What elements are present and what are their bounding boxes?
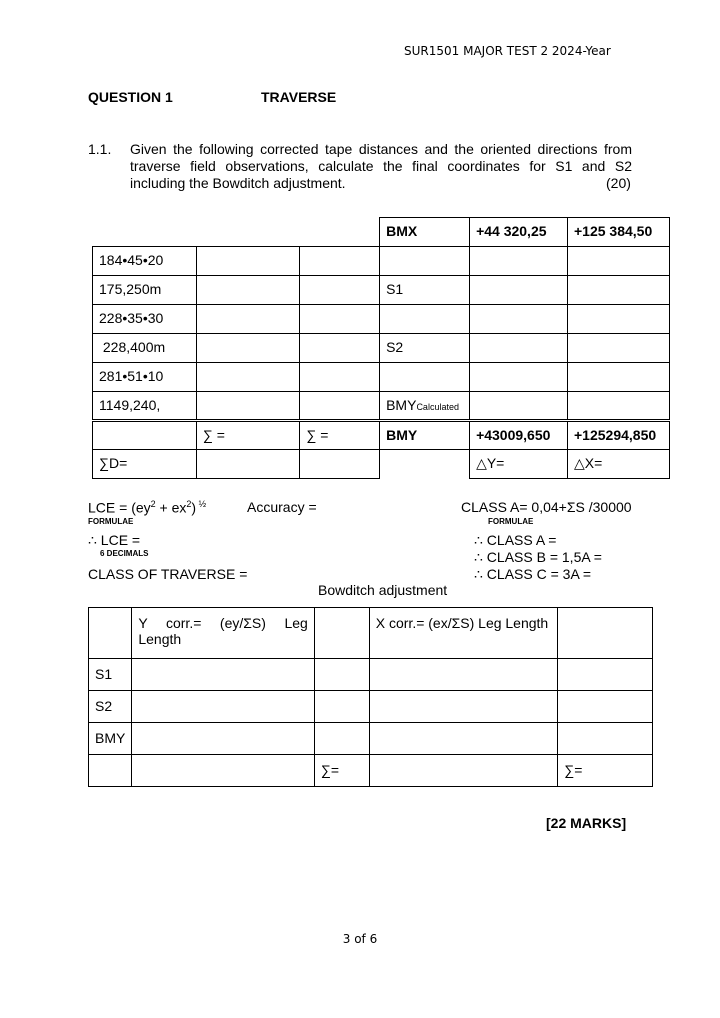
x-corr-header: X corr.= (ex/ΣS) Leg Length [369,608,557,659]
sum-distance: ∑D= [93,450,197,479]
station-label: BMY [386,397,417,413]
y-corr-header: Y corr.= (ey/ΣS) Leg Length [132,608,315,659]
start-station: BMX [380,218,470,247]
item-text: Given the following corrected tape distances and the oriented directions from traverse field observations, calculate the final coordinates for S1 and S2 including the Bowditch adjustment. [130,141,632,191]
class-a-formula: CLASS A= 0,04+ΣS /30000 [461,499,632,515]
page-number: 3 of 6 [342,932,378,946]
table-row [89,691,653,723]
document-header: SUR1501 MAJOR TEST 2 2024-Year [404,44,611,58]
class-a-result: ∴ CLASS A = [474,532,557,548]
station-sublabel: Calculated [416,402,459,412]
table-row [93,363,670,392]
sum-label: ∑ = [196,421,300,450]
item-marks: (20) [606,175,631,191]
table-row [89,755,653,787]
delta-x: △X= [568,450,670,479]
end-y: +43009,650 [470,421,568,450]
six-decimals-label: 6 DECIMALS [100,549,149,558]
distance-cell: 228,400m [93,334,197,363]
table-row [93,392,670,421]
table-row [93,450,670,479]
table-row [93,305,670,334]
direction-cell: 184•45•20 [93,247,197,276]
sum-label: ∑= [314,755,369,787]
formulae-label-right: FORMULAE [488,517,534,526]
station-cell: S1 [380,276,470,305]
question-number: QUESTION 1 [88,89,173,105]
start-y: +44 320,25 [470,218,568,247]
station-cell [380,305,470,334]
table-row [89,723,653,755]
class-c-result: ∴ CLASS C = 3A = [474,566,592,582]
class-of-traverse: CLASS OF TRAVERSE = [88,566,248,582]
table-row [93,421,670,450]
distance-cell: 1149,240, [93,392,197,421]
class-b-result: ∴ CLASS B = 1,5A = [474,549,602,565]
direction-cell: 228•35•30 [93,305,197,334]
start-x: +125 384,50 [568,218,670,247]
bowditch-table [88,607,653,787]
station-cell: S2 [380,334,470,363]
table-row [89,659,653,691]
distance-cell: 175,250m [93,276,197,305]
station-cell [380,363,470,392]
item-number: 1.1. [88,141,112,157]
station-cell [380,247,470,276]
station-cell: S2 [89,691,132,723]
lce-result: ∴ LCE = [88,532,141,548]
total-marks: [22 MARKS] [546,815,627,831]
station-cell [380,392,470,421]
table-row [93,218,670,247]
table-row [93,334,670,363]
end-station: BMY [380,421,470,450]
formulae-label-left: FORMULAE [88,517,134,526]
bowditch-title: Bowditch adjustment [318,582,448,598]
table-row [93,247,670,276]
sum-label: ∑ = [300,421,380,450]
accuracy-label: Accuracy = [247,499,317,515]
lce-formula: LCE = $(ey^2 + ex^2)$ $^{\frac{1}{2}}$ [88,499,207,516]
station-cell: BMY [89,723,132,755]
delta-y: △Y= [470,450,568,479]
table-row [89,608,653,659]
sum-label: ∑= [558,755,653,787]
table-row [93,276,670,305]
traverse-table [92,217,670,479]
end-x: +125294,850 [568,421,670,450]
station-cell: S1 [89,659,132,691]
question-topic: TRAVERSE [261,89,337,105]
direction-cell: 281•51•10 [93,363,197,392]
